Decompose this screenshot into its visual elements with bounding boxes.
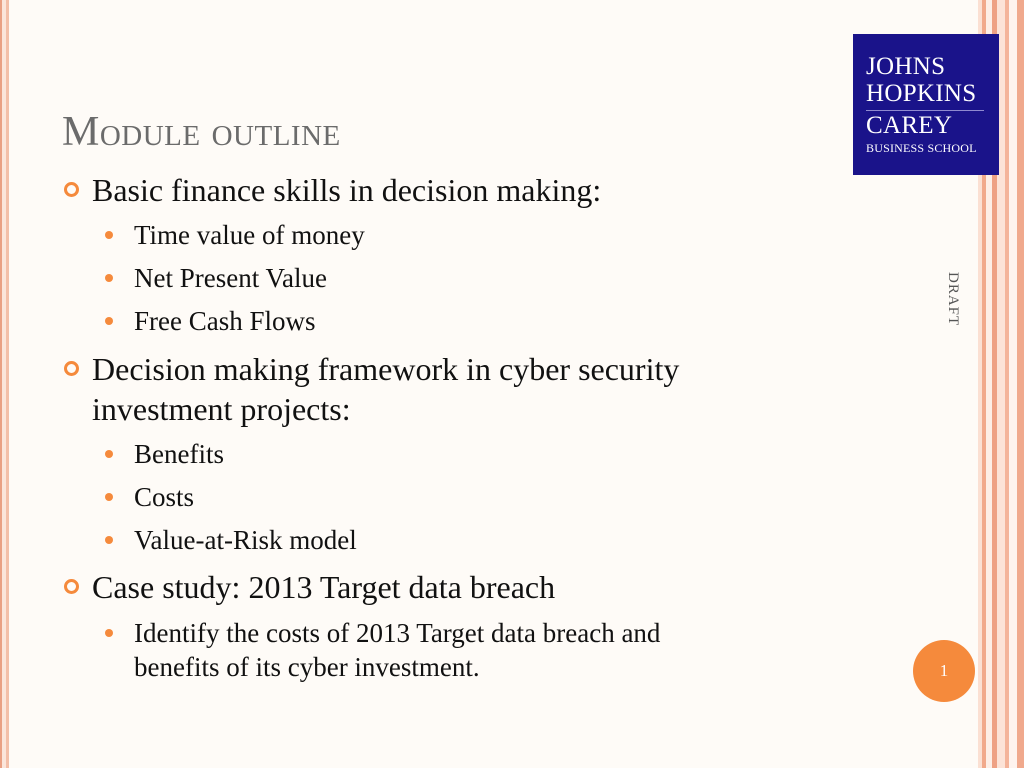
subbullet-var-model <box>134 523 357 557</box>
bullet-text: Case study: 2013 Target data breach <box>92 569 556 605</box>
page-number-badge <box>913 640 975 702</box>
bullet-dot-icon <box>105 231 113 239</box>
subbullet-text: Net Present Value <box>134 263 327 293</box>
bullet-dot-icon <box>105 493 113 501</box>
slide-title: Module outline <box>62 109 341 155</box>
bullet-dot-icon <box>105 317 113 325</box>
draft-watermark: DRAFT <box>945 272 961 327</box>
subbullet-time-value <box>134 218 365 252</box>
bullet-basic-finance <box>92 170 601 210</box>
subbullet-text-line2: benefits of its cyber investment. <box>134 652 480 682</box>
subbullet-costs <box>134 480 194 514</box>
bullet-ring-icon <box>64 361 79 376</box>
subbullet-text: Benefits <box>134 439 224 469</box>
subbullet-text: Time value of money <box>134 220 365 250</box>
bullet-ring-icon <box>64 182 79 197</box>
bullet-dot-icon <box>105 274 113 282</box>
subbullet-text: Value-at-Risk model <box>134 525 357 555</box>
logo-line-carey: CAREY <box>866 112 953 139</box>
subbullet-npv <box>134 261 327 295</box>
bullet-text-line1: Decision making framework in cyber security <box>92 351 680 387</box>
bullet-text-line2: investment projects: <box>92 391 351 427</box>
subbullet-text: Costs <box>134 482 195 512</box>
bullet-dot-icon <box>105 629 113 637</box>
page-number: 1 <box>939 661 949 680</box>
bullet-case-study <box>92 567 555 607</box>
logo-line-hopkins: HOPKINS <box>866 80 977 107</box>
bullet-dot-icon <box>105 536 113 544</box>
subbullet-text-line1: Identify the costs of 2013 Target data breach and <box>134 618 661 648</box>
bullet-ring-icon <box>64 579 79 594</box>
bullet-dot-icon <box>105 450 113 458</box>
logo-line-business-school: BUSINESS SCHOOL <box>866 141 977 155</box>
subbullet-text: Free Cash Flows <box>134 306 316 336</box>
bullet-text: Basic finance skills in decision making: <box>92 172 602 208</box>
logo-line-johns: JOHNS <box>866 53 946 80</box>
bullet-decision-framework <box>92 349 679 429</box>
subbullet-benefits <box>134 437 224 471</box>
subbullet-fcf <box>134 304 316 338</box>
subbullet-identify-costs <box>134 616 660 684</box>
